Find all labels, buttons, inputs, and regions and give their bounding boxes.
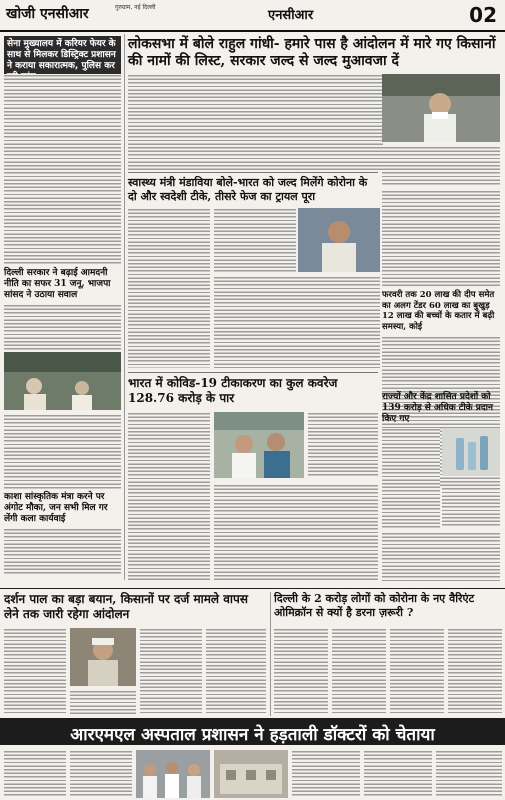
text-block bbox=[128, 208, 210, 368]
delhi-omicron-headline: दिल्ली के 2 करोड़ लोगों को कोरोना के नए वैरिएंट ओमिक्रॉन से क्यों है डरना ज़रूरी ? bbox=[274, 592, 475, 619]
brand: खोजी एनसीआर bbox=[6, 6, 89, 22]
text-block bbox=[448, 628, 502, 714]
bottom-banner bbox=[0, 718, 505, 745]
right-mid-headline: फरवरी तक 20 लाख की दीप समेत का अलग टेंडर 60 लाख का बुखुड़ 12 लाख की बच्चों के कतार में बढ़ी समस्या, कोई bbox=[382, 290, 495, 332]
text-block bbox=[332, 628, 386, 714]
column-rule bbox=[124, 34, 125, 580]
text-block bbox=[206, 628, 266, 714]
vaccine-headline: भारत में कोविड-19 टीकाकरण का कुल कवरेज 128.76 करोड़ के पार bbox=[128, 376, 338, 405]
main-headline: लोकसभा में बोले राहुल गांधी- हमारे पास है आंदोलन में मारे गए किसानों की नामों की लिस्ट, सरकार जल्द से जल्द मुआवजा दें bbox=[128, 36, 496, 69]
column-rule bbox=[270, 592, 271, 716]
rahul-gandhi-photo bbox=[382, 74, 500, 142]
hospital-photo bbox=[214, 750, 288, 798]
text-block bbox=[382, 146, 500, 186]
doctors-protest-photo bbox=[136, 750, 210, 798]
vaccination-photo bbox=[214, 412, 304, 478]
section-rule bbox=[128, 372, 378, 373]
text-block bbox=[274, 628, 328, 714]
text-block bbox=[214, 484, 378, 582]
text-block bbox=[4, 528, 121, 576]
minister-photo bbox=[298, 208, 380, 272]
text-block bbox=[390, 628, 444, 714]
text-block bbox=[4, 304, 121, 350]
text-block bbox=[382, 190, 500, 286]
section-rule bbox=[0, 588, 505, 589]
text-block bbox=[436, 750, 502, 798]
text-block bbox=[364, 750, 432, 798]
left-top-headline: सेना मुख्यालय में करियर फेयर के साथ से मिलकर डिस्ट्रिक्ट प्रशासन ने कराया सकारात्मक, पुलिस कर bbox=[7, 39, 116, 71]
left-mid-headline: दिल्ली सरकार ने बढ़ाई आमदनी नीति का सफर 31 जनू, भाजपा सांसद ने उठाया सवाल bbox=[4, 268, 111, 300]
text-block bbox=[292, 750, 360, 798]
bottom-banner-headline: आरएमएल अस्पताल प्रशासन ने हड़ताली डॉक्टरों को चेताया bbox=[70, 725, 435, 745]
issue-meta: गुरुग्राम, नई दिल्ली bbox=[115, 4, 156, 11]
section-rule bbox=[128, 172, 378, 173]
text-block bbox=[308, 412, 378, 478]
states-headline: राज्यों और केंद्र शासित प्रदेशों को 139 करोड़ से अधिक टीके प्रदान किए गए bbox=[382, 392, 493, 424]
parliament-photo bbox=[4, 352, 121, 410]
darshan-headline: दर्शन पाल का बड़ा बयान, किसानों पर दर्ज मामले वापस लेने तक जारी रहेगा आंदोलन bbox=[4, 592, 248, 621]
left-low-headline: काशा सांस्कृतिक मंत्रा करने पर अंगोट मौका, जन सभी मिल गर लेंगी कला कार्यवाई bbox=[4, 492, 108, 524]
text-block bbox=[214, 276, 380, 368]
health-headline: स्वास्थ्य मंत्री मंडाविया बोले-भारत को जल्द मिलेंगे कोरोना के दो और स्वदेशी टीके, तीसरे फेज का ट्रायल पूरा bbox=[128, 176, 368, 203]
farmer-leader-photo bbox=[70, 628, 136, 686]
text-block bbox=[382, 428, 440, 528]
text-block bbox=[128, 412, 210, 582]
masthead bbox=[0, 0, 505, 32]
text-block bbox=[4, 628, 66, 714]
vaccine-vial-photo bbox=[442, 428, 500, 476]
text-block bbox=[70, 750, 132, 798]
text-block bbox=[4, 414, 121, 489]
text-block bbox=[442, 480, 500, 528]
text-block bbox=[128, 74, 383, 170]
text-block bbox=[214, 208, 296, 274]
text-block bbox=[70, 690, 136, 714]
text-block bbox=[4, 74, 121, 264]
text-block bbox=[4, 750, 66, 798]
page-number: 02 bbox=[469, 3, 497, 27]
section-title: एनसीआर bbox=[268, 8, 314, 23]
text-block bbox=[140, 628, 202, 714]
text-block bbox=[382, 532, 500, 582]
